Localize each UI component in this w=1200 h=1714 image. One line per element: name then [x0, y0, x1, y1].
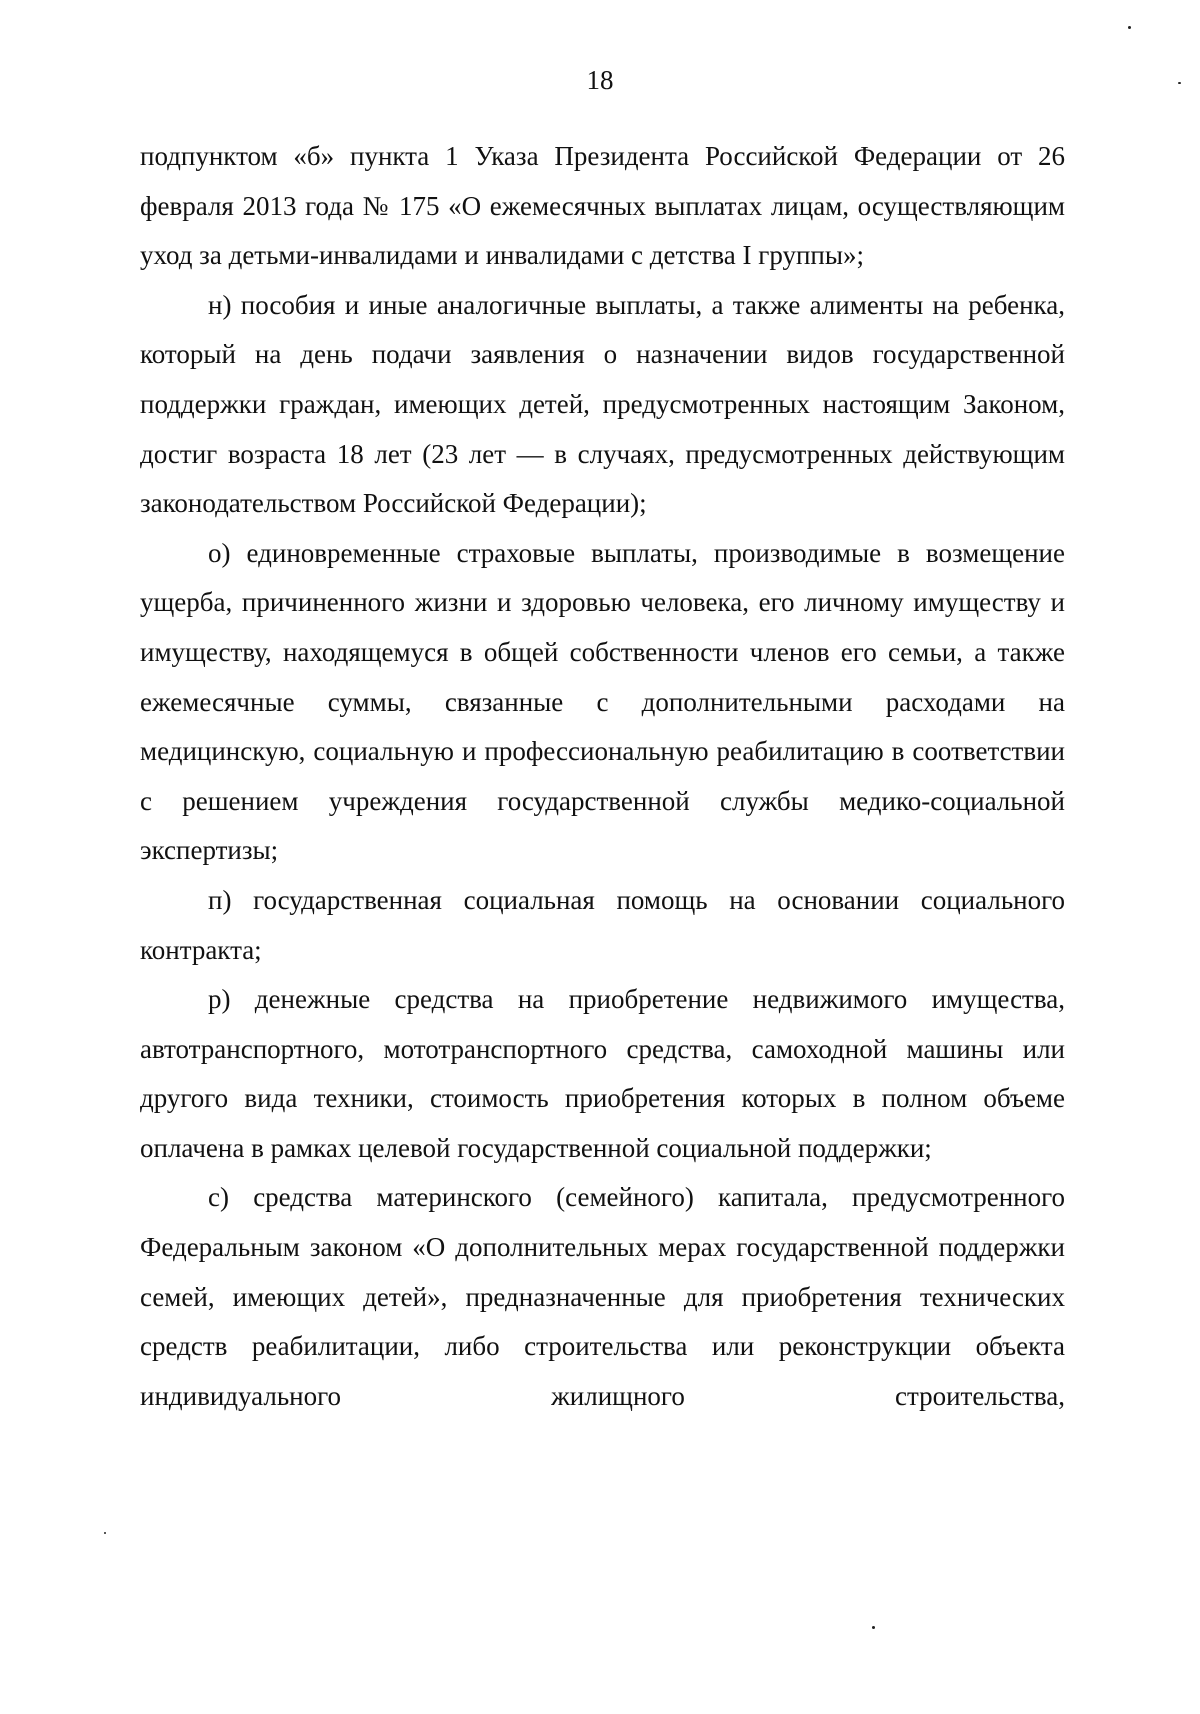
page-number: 18: [586, 65, 614, 95]
paragraph-item-o: о) единовременные страховые выплаты, производимые в возмещение ущерба, причиненного жизни и здоровью человека, его личному имуществу и имуществу, находящемуся в общей собственности членов его семьи, а также ежемесячные суммы, связанные с дополнительными расходами на медицинскую, социальную и профессиональную реабилитацию в соответствии с решением учреждения государственной службы медико-социальной экспертизы;: [140, 537, 1065, 866]
paragraph-item-p: п) государственная социальная помощь на основании социального контракта;: [140, 884, 1065, 965]
paragraph-continuation: подпунктом «б» пункта 1 Указа Президента Российской Федерации от 26 февраля 2013 года № 175 «О ежемесячных выплатах лицам, осуществляющим уход за детьми-инвалидами и инвалидами с детства I группы»;: [140, 141, 1065, 271]
scan-speck: [1178, 82, 1181, 84]
paragraph-item-s: с) средства материнского (семейного) капитала, предусмотренного Федеральным законом «О дополнительных мерах государственной поддержки семей, имеющих детей», предназначенные для приобретения технических средств реабилитации, либо строительства или реконструкции объекта индивидуального жилищного строительства,: [140, 1182, 1065, 1411]
paragraph-item-n: н) пособия и иные аналогичные выплаты, а также алименты на ребенка, который на день подачи заявления о назначении видов государственной поддержки граждан, имеющих детей, предусмотренных настоящим Законом, достиг возраста 18 лет (23 лет — в случаях, предусмотренных действующим законодательством Российской Федерации);: [140, 289, 1065, 519]
document-body: [140, 132, 1065, 1421]
scan-speck: [1128, 26, 1131, 29]
scan-speck: [104, 1532, 106, 1534]
paragraph-item-r: р) денежные средства на приобретение недвижимого имущества, автотранспортного, мототранспортного средства, самоходной машины или другого вида техники, стоимость приобретения которых в полном объеме оплачена в рамках целевой государственной социальной поддержки;: [140, 984, 1065, 1163]
scan-speck: [872, 1626, 875, 1629]
